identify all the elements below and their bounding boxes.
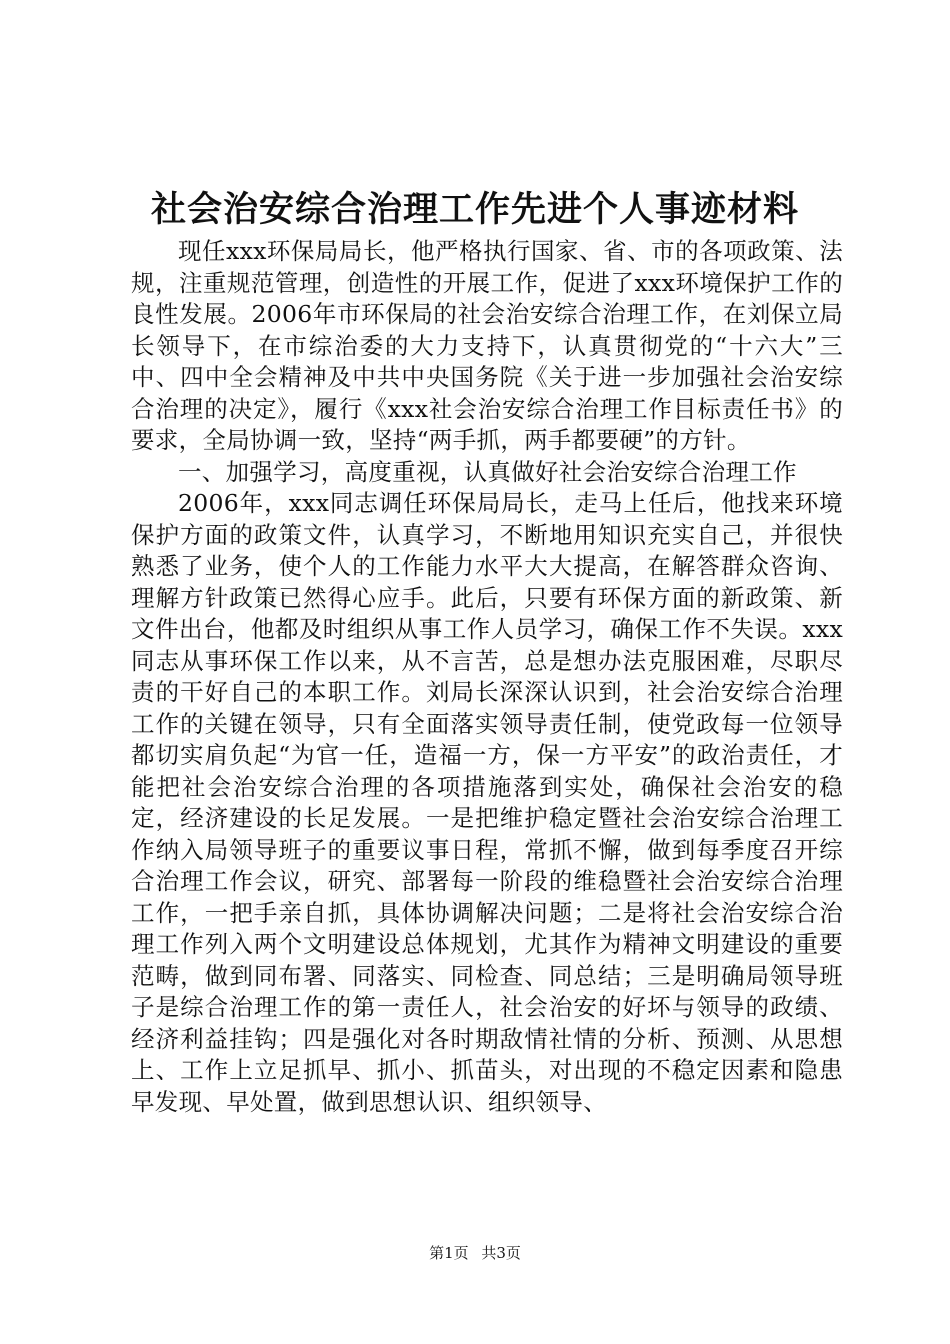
- document-body: [131, 236, 843, 1118]
- section-heading-1: 一、加强学习，高度重视，认真做好社会治安综合治理工作: [178, 457, 797, 486]
- page-number: 第1页: [429, 1244, 469, 1262]
- paragraph-intro: 现任xxx环保局局长，他严格执行国家、省、市的各项政策、法规，注重规范管理，创造性的开展工作，促进了xxx环境保护工作的良性发展。2006年市环保局的社会治安综合治理工作，在刘保立局长领导下，在市综治委的大力支持下，认真贯彻党的“十六大”三中、四中全会精神及中共中央国务院《关于进一步加强社会治安综合治理的决定》，履行《xxx社会治安综合治理工作目标责任书》的要求，全局协调一致，坚持“两手抓，两手都要硬”的方针。: [131, 237, 843, 454]
- paragraph-section-1: 2006年，xxx同志调任环保局局长，走马上任后，他找来环境保护方面的政策文件，认真学习，不断地用知识充实自己，并很快熟悉了业务，使个人的工作能力水平大大提高，在解答群众咨询、理解方针政策已然得心应手。此后，只要有环保方面的新政策、新文件出台，他都及时组织从事工作人员学习，确保工作不失误。xxx同志从事环保工作以来，从不言苦，总是想办法克服困难，尽职尽责的干好自己的本职工作。刘局长深深认识到，社会治安综合治理工作的关键在领导，只有全面落实领导责任制，使党政每一位领导都切实肩负起“为官一任，造福一方，保一方平安”的政治责任，才能把社会治安综合治理的各项措施落到实处，确保社会治安的稳定，经济建设的长足发展。一是把维护稳定暨社会治安综合治理工作纳入局领导班子的重要议事日程，常抓不懈，做到每季度召开综合治理工作会议，研究、部署每一阶段的维稳暨社会治安综合治理工作，一把手亲自抓，具体协调解决问题；二是将社会治安综合治理工作列入两个文明建设总体规划，尤其作为精神文明建设的重要范畴，做到同布署、同落实、同检查、同总结；三是明确局领导班子是综合治理工作的第一责任人，社会治安的好坏与领导的政绩、经济利益挂钩；四是强化对各时期敌情社情的分析、预测、从思想上、工作上立足抓早、抓小、抓苗头，对出现的不稳定因素和隐患早发现、早处置，做到思想认识、组织领导、: [131, 489, 843, 1116]
- page-footer: [0, 1243, 950, 1263]
- document-title: 社会治安综合治理工作先进个人事迹材料: [150, 189, 799, 230]
- page-total: 共3页: [481, 1244, 521, 1262]
